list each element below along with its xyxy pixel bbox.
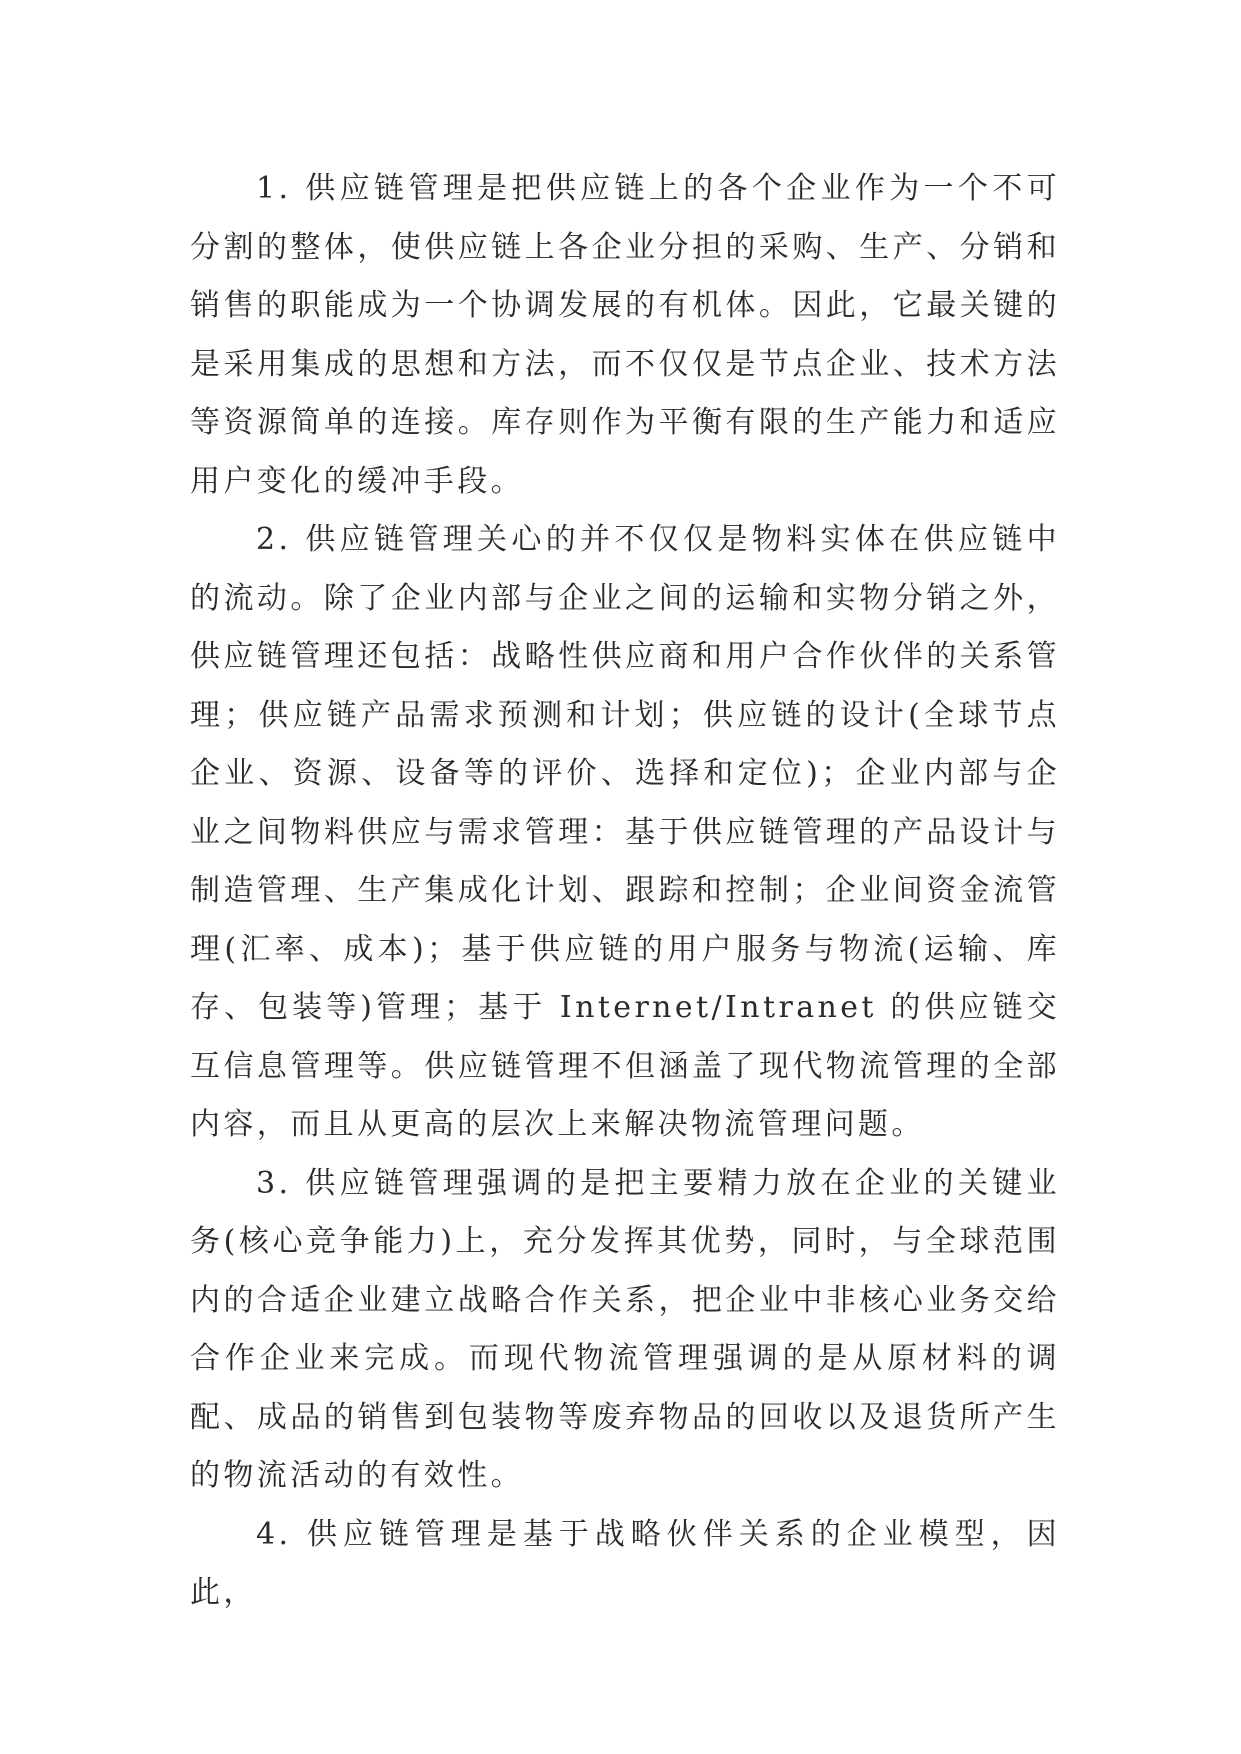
paragraph-1: 1. 供应链管理是把供应链上的各个企业作为一个不可分割的整体，使供应链上各企业分担的采购、生产、分销和销售的职能成为一个协调发展的有机体。因此，它最关键的是采用集成的思想和方法，而不仅仅是节点企业、技术方法等资源简单的连接。库存则作为平衡有限的生产能力和适应用户变化的缓冲手段。: [190, 171, 1060, 499]
paragraph-2: 2. 供应链管理关心的并不仅仅是物料实体在供应链中的流动。除了企业内部与企业之间的运输和实物分销之外，供应链管理还包括：战略性供应商和用户合作伙伴的关系管理；供应链产品需求预测和计划；供应链的设计(全球节点企业、资源、设备等的评价、选择和定位)；企业内部与企业之间物料供应与需求管理：基于供应链管理的产品设计与制造管理、生产集成化计划、跟踪和控制；企业间资金流管理(汇率、成本)；基于供应链的用户服务与物流(运输、库存、包装等)管理；基于 Internet/Intranet 的供应链交互信息管理等。供应链管理不但涵盖了现代物流管理的全部内容，而且从更高的层次上来解决物流管理问题。: [190, 522, 1060, 1142]
paragraph-4: 4. 供应链管理是基于战略伙伴关系的企业模型，因此，: [190, 1516, 1060, 1610]
document-body: [190, 160, 1060, 1623]
paragraph-3: 3. 供应链管理强调的是把主要精力放在企业的关键业务(核心竞争能力)上，充分发挥其优势，同时，与全球范围内的合适企业建立战略合作关系，把企业中非核心业务交给合作企业来完成。而现代物流管理强调的是从原材料的调配、成品的销售到包装物等废弃物品的回收以及退货所产生的物流活动的有效性。: [190, 1165, 1060, 1493]
